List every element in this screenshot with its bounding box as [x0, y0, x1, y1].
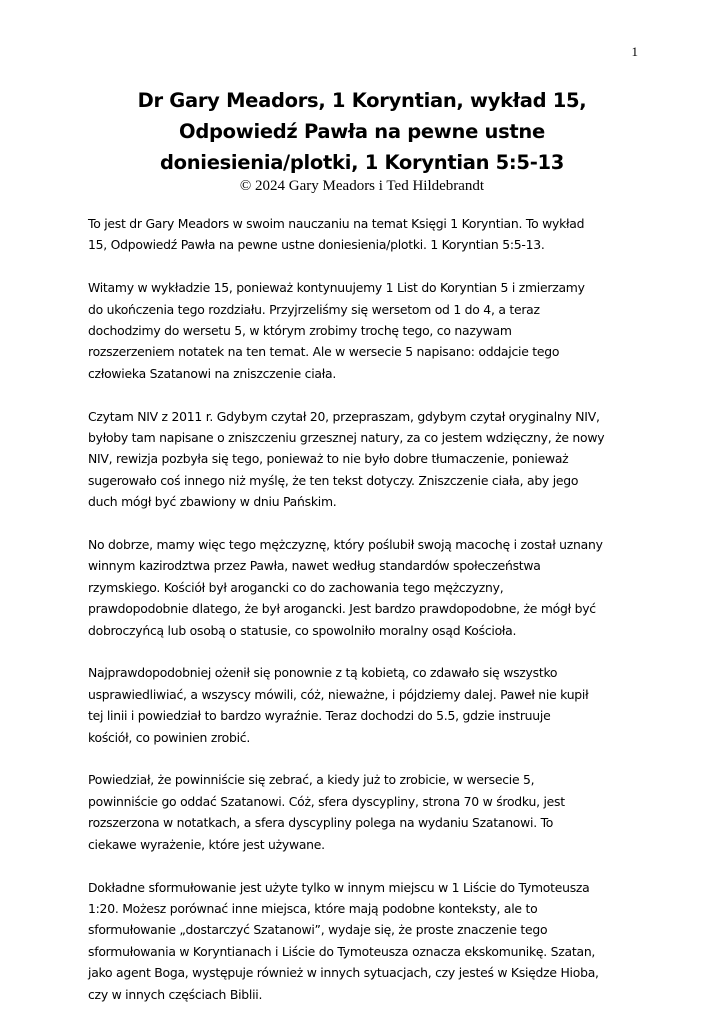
text-line: Powiedział, że powinniście się zebrać, a kiedy już to zrobicie, w wersecie 5,: [88, 772, 535, 788]
text-line: rozszerzeniem notatek na ten temat. Ale w wersecie 5 napisano: oddajcie tego: [88, 344, 560, 360]
document-title: [70, 85, 654, 178]
copyright-notice: © 2024 Gary Meadors i Ted Hildebrandt: [239, 178, 485, 194]
paragraph: [88, 534, 644, 641]
text-line: człowieka Szatanowi na zniszczenie ciała.: [88, 365, 337, 381]
text-line: tej linii i powiedział to bardzo wyraźnie. Teraz dochodzi do 5.5, gdzie instruuje: [88, 708, 551, 724]
text-line: sformułowanie „dostarczyć Szatanowi”, wydaje się, że proste znaczenie tego: [88, 922, 548, 938]
text-line: powinniście go oddać Szatanowi. Cóż, sfera dyscypliny, strona 70 w środku, jest: [88, 793, 565, 809]
text-line: czy w innych częściach Biblii.: [88, 986, 263, 1002]
text-line: 1:20. Możesz porównać inne miejsca, które mają podobne konteksty, ale to: [88, 900, 538, 916]
text-line: Dokładne sformułowanie jest użyte tylko w innym miejscu w 1 Liście do Tymoteusza: [88, 879, 590, 895]
paragraph: [88, 662, 644, 748]
text-line: rzymskiego. Kościół był arogancki co do zachowania tego mężczyzny,: [88, 579, 504, 595]
text-line: ciekawe wyrażenie, które jest używane.: [88, 836, 325, 852]
title-line: Dr Gary Meadors, 1 Koryntian, wykład 15,: [137, 89, 587, 112]
text-line: sformułowania w Koryntianach i Liście do Tymoteusza oznacza ekskomunikę. Szatan,: [88, 943, 596, 959]
title-block: [70, 85, 654, 195]
text-line: To jest dr Gary Meadors w swoim nauczaniu na temat Księgi 1 Koryntian. To wykład: [88, 216, 585, 231]
text-line: usprawiedliwiać, a wszyscy mówili, cóż, nieważne, i pójdziemy dalej. Paweł nie kupił: [88, 686, 589, 702]
text-line: byłoby tam napisane o zniszczeniu grzesznej natury, za co jestem wdzięczny, że nowy: [88, 430, 605, 446]
text-line: 15, Odpowiedź Pawła na pewne ustne doniesienia/plotki. 1 Koryntian 5:5-13.: [88, 237, 545, 253]
paragraph: [88, 769, 644, 855]
text-line: NIV, rewizja pozbyła się tego, ponieważ to nie było dobre tłumaczenie, ponieważ: [88, 451, 569, 467]
text-line: Witamy w wykładzie 15, ponieważ kontynuujemy 1 List do Koryntian 5 i zmierzamy: [88, 280, 585, 296]
page-number: 1: [631, 44, 638, 59]
text-line: dobroczyńcą lub osobą o statusie, co spowolniło moralny osąd Kościoła.: [88, 622, 517, 638]
title-line: Odpowiedź Pawła na pewne ustne: [179, 120, 545, 143]
text-line: No dobrze, mamy więc tego mężczyznę, który poślubił swoją macochę i został uznany: [88, 537, 603, 553]
paragraph: [88, 277, 644, 384]
paragraph: [88, 213, 644, 256]
document-body: [88, 213, 644, 1026]
title-line: doniesienia/plotki, 1 Koryntian 5:5-13: [159, 151, 565, 174]
text-line: Czytam NIV z 2011 r. Gdybym czytał 20, przepraszam, gdybym czytał oryginalny NIV,: [88, 408, 600, 424]
text-line: rozszerzona w notatkach, a sfera dyscypliny polega na wydaniu Szatanowi. To: [88, 815, 554, 831]
paragraph: [88, 406, 644, 513]
text-line: duch mógł być zbawiony w dniu Pańskim.: [88, 494, 337, 510]
text-line: Najprawdopodobniej ożenił się ponownie z tą kobietą, co zdawało się wszystko: [88, 665, 558, 681]
text-line: sugerowało coś innego niż myślę, że ten tekst dotyczy. Zniszczenie ciała, aby jego: [88, 472, 579, 488]
text-line: prawdopodobnie dlatego, że był arogancki. Jest bardzo prawdopodobne, że mógł być: [88, 601, 596, 617]
text-line: winnym kazirodztwa przez Pawła, nawet według standardów społeczeństwa: [88, 558, 541, 574]
text-line: do ukończenia tego rozdziału. Przyjrzeliśmy się wersetom od 1 do 4, a teraz: [88, 301, 540, 317]
text-line: dochodzimy do wersetu 5, w którym zrobimy trochę tego, co nazywam: [88, 323, 512, 339]
paragraph: [88, 877, 644, 1005]
text-line: jako agent Boga, występuje również w innych sytuacjach, czy jesteś w Księdze Hioba,: [88, 965, 599, 981]
text-line: kościół, co powinien zrobić.: [88, 729, 251, 745]
